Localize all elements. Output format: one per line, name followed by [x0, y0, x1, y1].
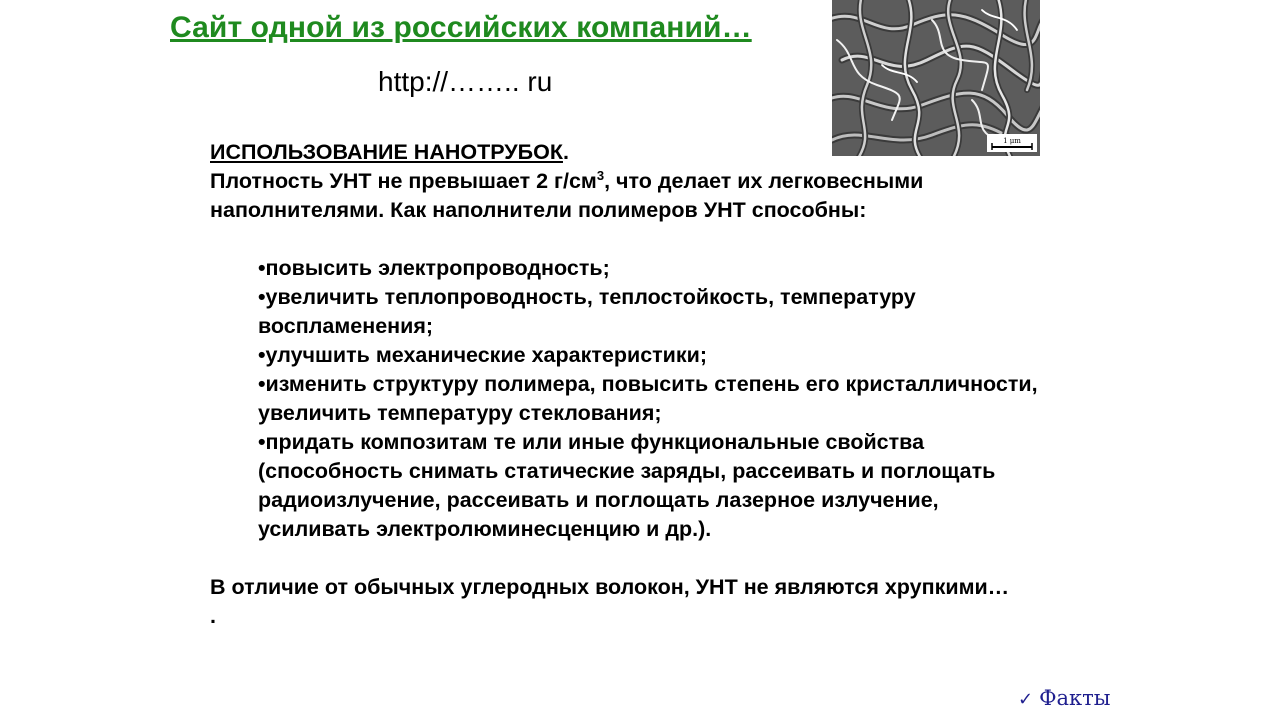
heading-period: . — [562, 140, 569, 164]
heading-line — [210, 138, 1040, 167]
nanotube-micrograph-image — [832, 0, 1040, 156]
density-line-2: наполнителями. Как наполнители полимеров УНТ способны: — [210, 198, 867, 222]
facts-link[interactable] — [1018, 686, 1111, 710]
list-item: •увеличить теплопроводность, теплостойкость, температуру воспламенения; — [258, 285, 916, 338]
spacer — [210, 225, 1040, 254]
density-superscript: 3 — [596, 167, 605, 183]
density-prefix: Плотность УНТ не превышает 2 г/см — [210, 169, 597, 193]
list-item: •придать композитам те или иные функциональные свойства (способность снимать статические заряды, рассеивать и поглощать радиоизлучение, рассеивать и поглощать лазерное излучение, усиливать электролюминесценцию и др.). — [258, 430, 996, 541]
capabilities-list — [210, 254, 1040, 544]
spacer — [210, 544, 1040, 573]
density-suffix: , что делает их легковесными — [604, 169, 924, 193]
section-heading: ИСПОЛЬЗОВАНИЕ НАНОТРУБОК — [210, 140, 563, 164]
list-item: •улучшить механические характеристики; — [258, 343, 708, 367]
trailing-mark: . — [210, 604, 216, 628]
scale-bar-label: 1 μm — [1003, 137, 1021, 145]
facts-link-label: Факты — [1039, 686, 1111, 710]
check-icon: ✓ — [1018, 689, 1034, 710]
list-item: •повысить электропроводность; — [258, 256, 610, 280]
conclusion-text: В отличие от обычных углеродных волокон, УНТ не являются хрупкими… — [210, 575, 1010, 599]
list-item: •изменить структуру полимера, повысить степень его кристалличности, увеличить температуру стеклования; — [258, 372, 1038, 425]
main-text — [210, 138, 1040, 631]
slide-title: Сайт одной из российских компаний… — [170, 11, 752, 44]
density-line-1 — [210, 167, 1040, 196]
site-url: http://…….. ru — [378, 66, 553, 97]
